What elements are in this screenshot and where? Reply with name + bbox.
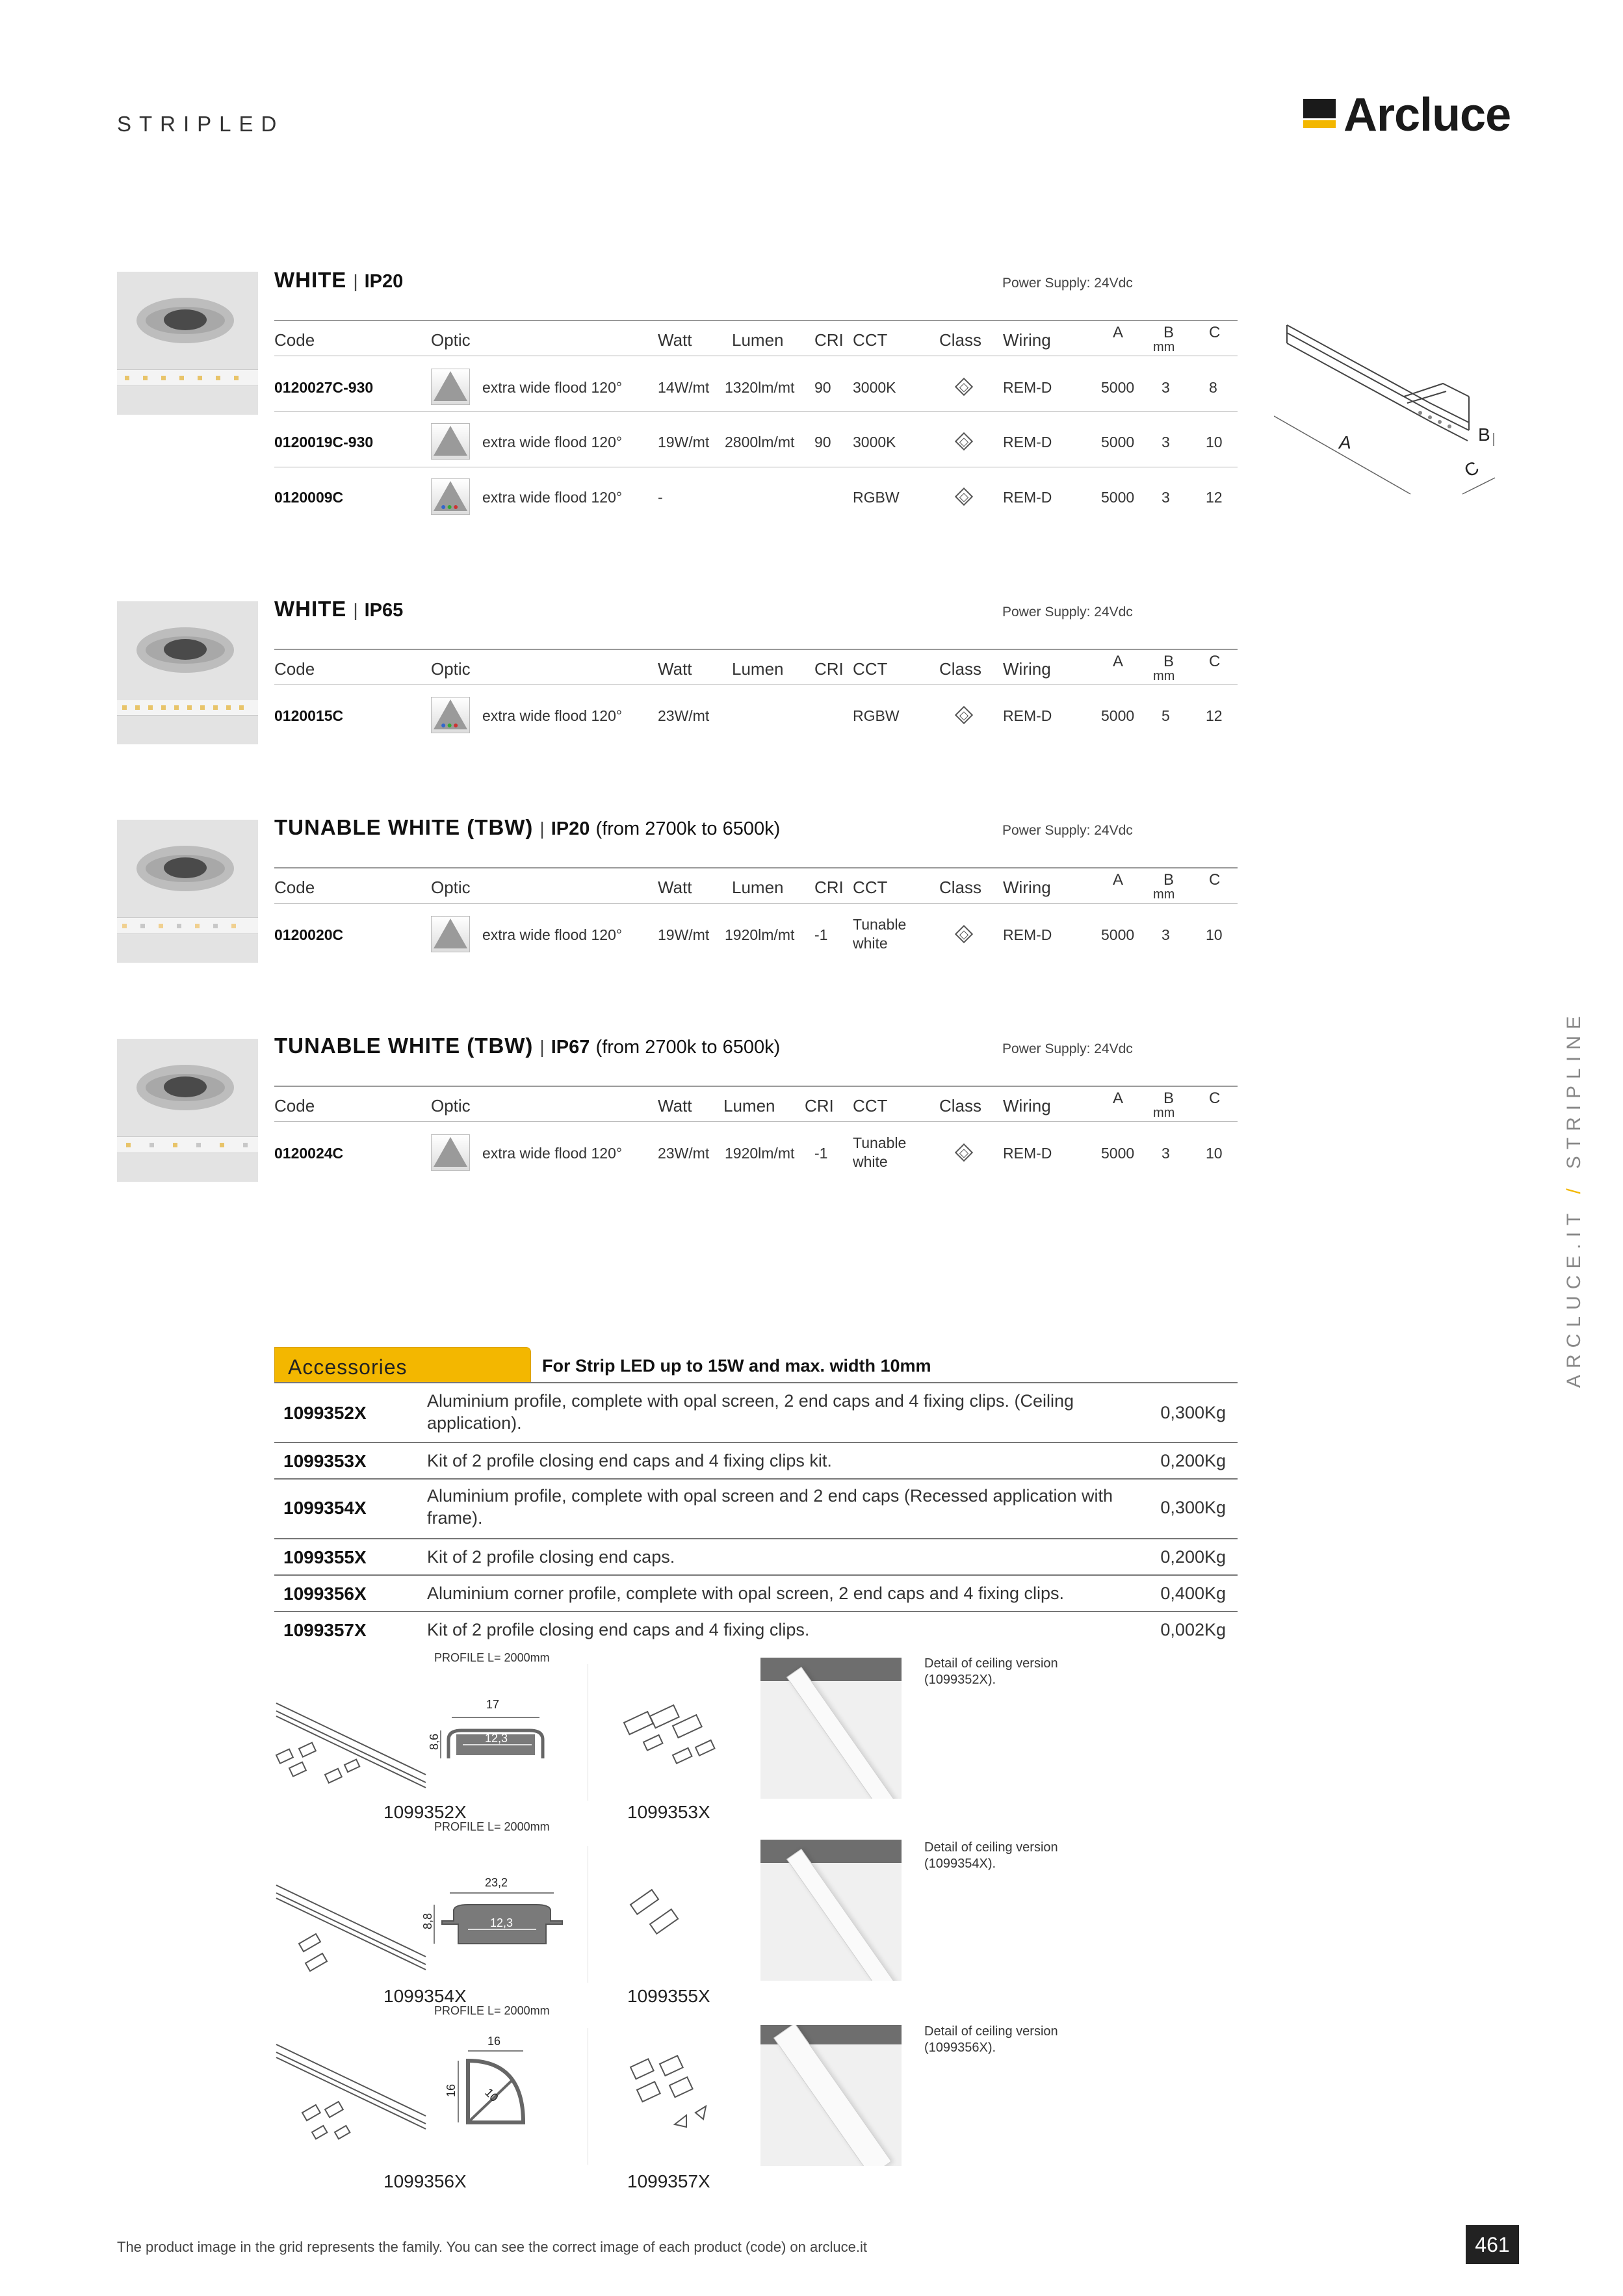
figure-code: 1099356X xyxy=(383,2171,467,2191)
dim-height: 8,8 xyxy=(421,1912,434,1929)
class-icon xyxy=(955,378,973,396)
accessories-tab-label: Accessories xyxy=(288,1355,408,1379)
acc-desc: Aluminium profile, complete with opal screen and 2 end caps (Recessed application with frame). xyxy=(427,1486,1113,1528)
row-cct: 3000K xyxy=(853,434,896,450)
col-code: Code xyxy=(274,878,315,897)
row-c: 12 xyxy=(1206,489,1223,506)
row-watt: 23W/mt xyxy=(658,1145,710,1162)
dim-width: 23,2 xyxy=(485,1876,508,1889)
acc-weight: 0,300Kg xyxy=(1160,1498,1226,1517)
accessory-row xyxy=(274,1382,1238,1442)
row-cct: RGBW xyxy=(853,489,900,506)
diagram-a: A xyxy=(1339,432,1351,452)
col-unit: mm xyxy=(1153,669,1175,683)
dim-inner: 12,3 xyxy=(485,1732,508,1745)
row-b: 3 xyxy=(1162,1145,1170,1162)
detail-caption: Detail of ceiling version (1099352X). xyxy=(924,1656,1058,1687)
class-icon xyxy=(955,432,973,450)
diagram-b: B xyxy=(1478,424,1490,445)
acc-desc: Kit of 2 profile closing end caps. xyxy=(427,1547,675,1567)
row-lumen: 1920lm/mt xyxy=(725,926,795,943)
col-unit: mm xyxy=(1153,887,1175,902)
optic-icon xyxy=(431,423,470,460)
accessory-row xyxy=(274,1574,1238,1611)
row-optic: extra wide flood 120° xyxy=(482,926,623,943)
section-title: TUNABLE WHITE (TBW) | IP20 (from 2700k to 6500k) xyxy=(274,815,781,839)
acc-desc: Kit of 2 profile closing end caps and 4 fixing clips. xyxy=(427,1620,810,1639)
row-cri: 90 xyxy=(814,379,831,396)
col-optic: Optic xyxy=(431,330,471,350)
col-unit: mm xyxy=(1153,340,1175,354)
figure-code: 1099354X xyxy=(383,1986,467,2006)
col-wiring: Wiring xyxy=(1003,1096,1051,1115)
dim-width: 17 xyxy=(486,1698,500,1711)
optic-icon xyxy=(431,916,470,952)
acc-code: 1099357X xyxy=(283,1620,367,1640)
col-optic: Optic xyxy=(431,659,471,679)
col-cri: CRI xyxy=(805,1096,834,1115)
accessory-row xyxy=(274,1442,1238,1478)
row-c: 10 xyxy=(1206,434,1223,450)
class-icon xyxy=(955,706,973,724)
product-image xyxy=(117,820,258,963)
profile-drawing xyxy=(273,1859,591,1989)
table-top-rule xyxy=(274,320,1238,321)
col-lumen: Lumen xyxy=(732,659,784,679)
row-b: 3 xyxy=(1162,489,1170,506)
acc-code: 1099355X xyxy=(283,1547,367,1567)
detail-photo xyxy=(760,1840,902,1981)
row-watt: - xyxy=(658,489,663,506)
section-title: WHITE | IP20 xyxy=(274,268,404,292)
row-c: 8 xyxy=(1209,379,1217,396)
table-top-rule xyxy=(274,649,1238,650)
family-name: STRIPLED xyxy=(117,112,285,136)
col-code: Code xyxy=(274,659,315,679)
acc-weight: 0,002Kg xyxy=(1160,1620,1226,1639)
section-title: TUNABLE WHITE (TBW) | IP67 (from 2700k to 6500k) xyxy=(274,1034,781,1058)
acc-code: 1099356X xyxy=(283,1584,367,1604)
power-supply: Power Supply: 24Vdc xyxy=(1002,605,1133,620)
col-wiring: Wiring xyxy=(1003,330,1051,350)
row-b: 3 xyxy=(1162,926,1170,943)
row-wiring: REM-D xyxy=(1003,379,1052,396)
acc-weight: 0,300Kg xyxy=(1160,1403,1226,1422)
header-rule xyxy=(274,1121,1238,1122)
col-code: Code xyxy=(274,1096,315,1115)
row-lumen: 1320lm/mt xyxy=(725,379,795,396)
col-watt: Watt xyxy=(658,878,692,897)
col-a: A xyxy=(1113,871,1124,889)
dim-height: 8,6 xyxy=(428,1733,441,1750)
accessory-row xyxy=(274,1538,1238,1574)
row-cct: RGBW xyxy=(853,707,900,724)
side-website: ARCLUCE.IT xyxy=(1563,1207,1585,1388)
accessories-heading: For Strip LED up to 15W and max. width 10mm xyxy=(542,1356,931,1376)
col-c: C xyxy=(1209,871,1221,889)
power-supply: Power Supply: 24Vdc xyxy=(1002,1041,1133,1056)
row-c: 10 xyxy=(1206,1145,1223,1162)
col-b: B xyxy=(1163,871,1175,889)
row-watt: 19W/mt xyxy=(658,434,710,450)
row-a: 5000 xyxy=(1101,379,1135,396)
row-code: 0120027C-930 xyxy=(274,379,374,396)
col-lumen: Lumen xyxy=(732,878,784,897)
row-wiring: REM-D xyxy=(1003,707,1052,724)
row-cri: -1 xyxy=(814,1145,828,1162)
col-cct: CCT xyxy=(853,659,888,679)
power-supply: Power Supply: 24Vdc xyxy=(1002,823,1133,838)
header-rule xyxy=(274,903,1238,904)
end-caps-drawing xyxy=(624,2054,715,2139)
col-b: B xyxy=(1163,324,1175,341)
dim-height: 16 xyxy=(445,2083,458,2097)
table-top-rule xyxy=(274,867,1238,868)
optic-rgb-icon: ●●● xyxy=(431,697,470,733)
row-cct: Tunable white xyxy=(853,916,907,952)
side-running-title xyxy=(1563,1010,1585,1388)
detail-caption: Detail of ceiling version (1099354X). xyxy=(924,1840,1058,1871)
logo-mark-icon xyxy=(1303,99,1336,118)
brand-logo xyxy=(1303,91,1518,143)
col-a: A xyxy=(1113,653,1124,670)
row-optic: extra wide flood 120° xyxy=(482,434,623,450)
row-code: 0120009C xyxy=(274,489,344,506)
row-wiring: REM-D xyxy=(1003,489,1052,506)
profile-length: PROFILE L= 2000mm xyxy=(434,1651,550,1664)
figure-code: 1099355X xyxy=(627,1986,710,2006)
col-b: B xyxy=(1163,653,1175,670)
profile-length: PROFILE L= 2000mm xyxy=(434,2004,550,2017)
row-cct: 3000K xyxy=(853,379,896,396)
row-wiring: REM-D xyxy=(1003,1145,1052,1162)
profile-length: PROFILE L= 2000mm xyxy=(434,1820,550,1833)
acc-weight: 0,200Kg xyxy=(1160,1547,1226,1567)
accessory-row xyxy=(274,1611,1238,1647)
row-a: 5000 xyxy=(1101,707,1135,724)
dim-inner: 10 xyxy=(482,2085,501,2104)
row-code: 0120019C-930 xyxy=(274,434,374,450)
product-image xyxy=(117,272,258,415)
col-wiring: Wiring xyxy=(1003,878,1051,897)
row-c: 10 xyxy=(1206,926,1223,943)
dim-inner: 12,3 xyxy=(490,1916,513,1929)
row-a: 5000 xyxy=(1101,434,1135,450)
dimension-diagram xyxy=(1274,312,1521,507)
page-number: 461 xyxy=(1466,2225,1519,2264)
row-watt: 19W/mt xyxy=(658,926,710,943)
dim-width: 16 xyxy=(487,2035,501,2048)
acc-desc: Aluminium profile, complete with opal screen, 2 end caps and 4 fixing clips. (Ceiling application). xyxy=(427,1391,1074,1433)
table-top-rule xyxy=(274,1086,1238,1087)
col-wiring: Wiring xyxy=(1003,659,1051,679)
side-family: STRIPLINE xyxy=(1563,1010,1585,1169)
row-b: 3 xyxy=(1162,379,1170,396)
row-lumen: 2800lm/mt xyxy=(725,434,795,450)
class-icon xyxy=(955,925,973,943)
row-code: 0120024C xyxy=(274,1145,344,1162)
detail-photo xyxy=(760,1658,902,1799)
acc-weight: 0,400Kg xyxy=(1160,1584,1226,1603)
brand-name: Arcluce xyxy=(1344,89,1511,141)
row-code: 0120015C xyxy=(274,707,344,724)
row-cct: Tunable white xyxy=(853,1134,907,1170)
row-a: 5000 xyxy=(1101,489,1135,506)
acc-weight: 0,200Kg xyxy=(1160,1451,1226,1470)
col-class: Class xyxy=(939,330,982,350)
accessories-tab xyxy=(274,1347,531,1383)
row-watt: 23W/mt xyxy=(658,707,710,724)
figure-code: 1099353X xyxy=(627,1802,710,1822)
row-c: 12 xyxy=(1206,707,1223,724)
detail-photo xyxy=(760,2025,902,2166)
col-lumen: Lumen xyxy=(732,330,784,350)
row-rule xyxy=(274,411,1238,412)
row-a: 5000 xyxy=(1101,1145,1135,1162)
row-optic: extra wide flood 120° xyxy=(482,379,623,396)
col-optic: Optic xyxy=(431,878,471,897)
col-optic: Optic xyxy=(431,1096,471,1115)
class-icon xyxy=(955,488,973,506)
row-optic: extra wide flood 120° xyxy=(482,1145,623,1162)
side-slash: / xyxy=(1563,1182,1585,1194)
col-a: A xyxy=(1113,324,1124,341)
row-optic: extra wide flood 120° xyxy=(482,707,623,724)
col-code: Code xyxy=(274,330,315,350)
logo-accent-icon xyxy=(1303,120,1336,128)
product-image xyxy=(117,601,258,744)
row-b: 3 xyxy=(1162,434,1170,450)
row-lumen: 1920lm/mt xyxy=(725,1145,795,1162)
optic-rgb-icon: ●●● xyxy=(431,478,470,515)
col-a: A xyxy=(1113,1089,1124,1107)
col-cct: CCT xyxy=(853,1096,888,1115)
end-caps-drawing xyxy=(624,1879,708,1950)
col-watt: Watt xyxy=(658,659,692,679)
diagram-c: C xyxy=(1461,457,1483,482)
row-code: 0120020C xyxy=(274,926,344,943)
acc-code: 1099353X xyxy=(283,1451,367,1471)
col-cri: CRI xyxy=(814,878,844,897)
acc-code: 1099352X xyxy=(283,1403,367,1423)
row-optic: extra wide flood 120° xyxy=(482,489,623,506)
col-class: Class xyxy=(939,659,982,679)
acc-desc: Aluminium corner profile, complete with opal screen, 2 end caps and 4 fixing clips. xyxy=(427,1584,1064,1603)
col-class: Class xyxy=(939,878,982,897)
col-cri: CRI xyxy=(814,659,844,679)
power-supply: Power Supply: 24Vdc xyxy=(1002,276,1133,291)
accessory-row xyxy=(274,1478,1238,1538)
figure-code: 1099357X xyxy=(627,2171,710,2191)
col-unit: mm xyxy=(1153,1106,1175,1120)
profile-drawing xyxy=(273,2035,591,2165)
footer-note: The product image in the grid represents the family. You can see the correct image of each product (code) on arcluce.it xyxy=(117,2239,868,2255)
row-wiring: REM-D xyxy=(1003,926,1052,943)
row-watt: 14W/mt xyxy=(658,379,710,396)
row-a: 5000 xyxy=(1101,926,1135,943)
acc-desc: Kit of 2 profile closing end caps and 4 fixing clips kit. xyxy=(427,1451,832,1470)
optic-icon xyxy=(431,1134,470,1171)
profile-drawing xyxy=(273,1677,591,1807)
col-watt: Watt xyxy=(658,1096,692,1115)
detail-caption: Detail of ceiling version (1099356X). xyxy=(924,2024,1058,2055)
row-b: 5 xyxy=(1162,707,1170,724)
col-b: B xyxy=(1163,1089,1175,1107)
row-wiring: REM-D xyxy=(1003,434,1052,450)
acc-code: 1099354X xyxy=(283,1498,367,1518)
class-icon xyxy=(955,1143,973,1162)
col-c: C xyxy=(1209,653,1221,670)
col-lumen: Lumen xyxy=(723,1096,775,1115)
col-class: Class xyxy=(939,1096,982,1115)
figure-code: 1099352X xyxy=(383,1802,467,1822)
col-cct: CCT xyxy=(853,330,888,350)
col-c: C xyxy=(1209,324,1221,341)
row-cri: -1 xyxy=(814,926,828,943)
row-cri: 90 xyxy=(814,434,831,450)
optic-icon xyxy=(431,369,470,405)
product-image xyxy=(117,1039,258,1182)
end-caps-drawing xyxy=(617,1703,728,1775)
col-cct: CCT xyxy=(853,878,888,897)
section-title: WHITE | IP65 xyxy=(274,597,404,621)
col-cri: CRI xyxy=(814,330,844,350)
col-c: C xyxy=(1209,1089,1221,1107)
col-watt: Watt xyxy=(658,330,692,350)
